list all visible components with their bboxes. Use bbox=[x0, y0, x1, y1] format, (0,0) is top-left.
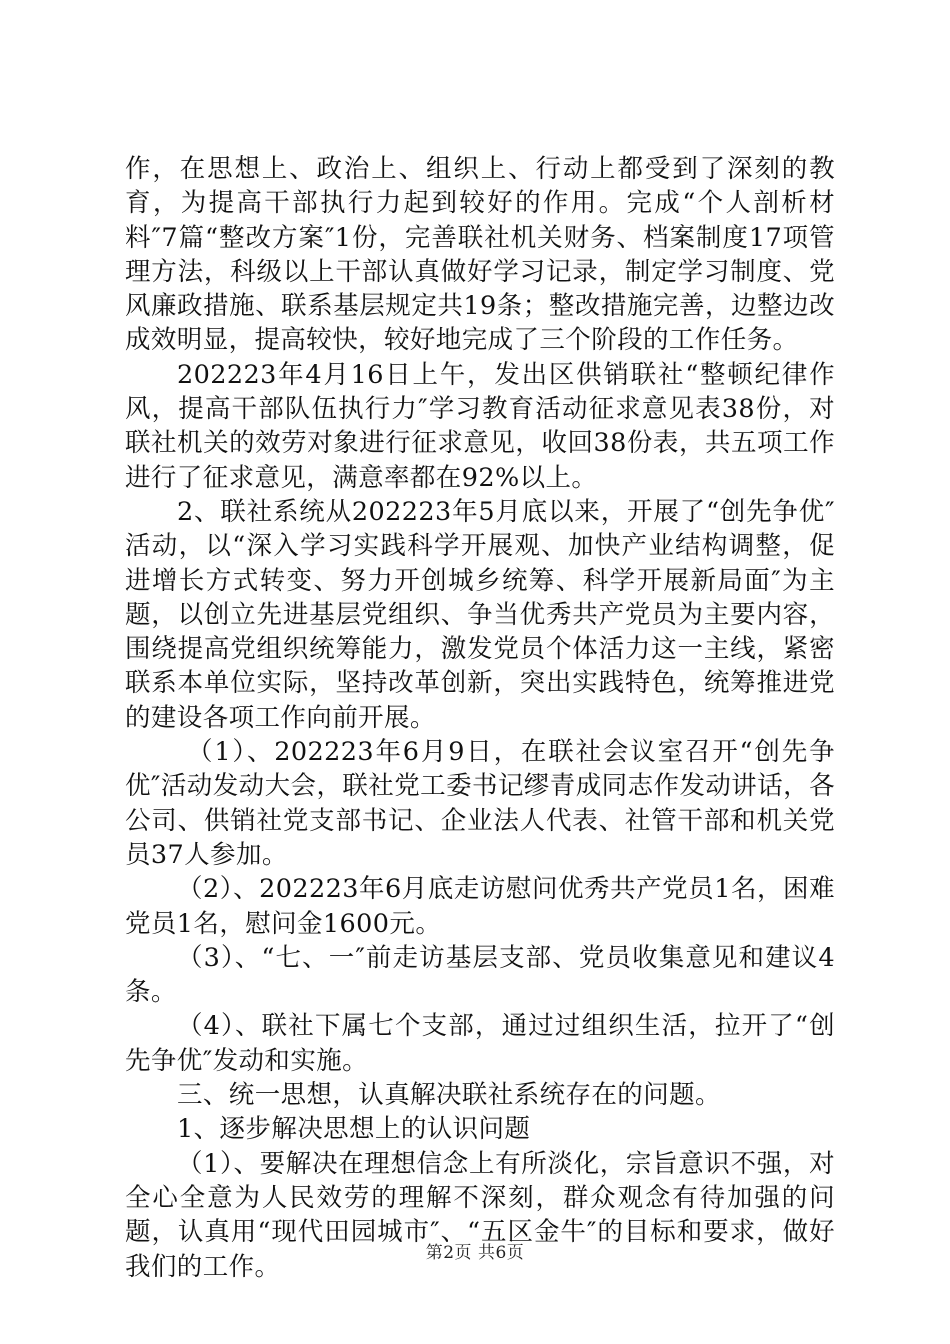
page-number-footer: 第2页 共6页 bbox=[425, 1243, 525, 1263]
paragraph-continuation: 作，在思想上、政治上、组织上、行动上都受到了深刻的教育，为提高干部执行力起到较好的作用。完成“个人剖析材料″7篇“整改方案″1份，完善联社机关财务、档案制度17项管理方法，科级以上干部认真做好学习记录，制定学习制度、党风廉政措施、联系基层规定共19条；整改措施完善，边整边改成效明显，提高较快，较好地完成了三个阶段的工作任务。 bbox=[125, 154, 835, 356]
paragraph-section-2: 2、联社系统从202223年5月底以来，开展了“创先争优″活动，以“深入学习实践科学开展观、加快产业结构调整，促进增长方式转变、努力开创城乡统筹、科学开展新局面″为主题，以创立先进基层党组织、争当优秀共产党员为主要内容，围绕提高党组织统筹能力，激发党员个体活力这一主线，紧密联系本单位实际，坚持改革创新，突出实践特色，统筹推进党的建设各项工作向前开展。 bbox=[125, 496, 835, 733]
paragraph-item-4: （4）、联社下属七个支部，通过过组织生活，拉开了“创先争优″发动和实施。 bbox=[125, 1011, 835, 1076]
paragraph-subitem-1: （1）、要解决在理想信念上有所淡化，宗旨意识不强，对全心全意为人民效劳的理解不深刻，群众观念有待加强的问题，认真用“现代田园城市″、“五区金牛″的目标和要求，做好我们的工作。 bbox=[125, 1148, 835, 1282]
paragraph-item-1: （1）、202223年6月9日，在联社会议室召开“创先争优″活动发动大会，联社党工委书记缪青成同志作发动讲话，各公司、供销社党支部书记、企业法人代表、社管干部和机关党员37人参加。 bbox=[125, 737, 835, 870]
section-heading-3: 三、统一思想，认真解决联社系统存在的问题。 bbox=[177, 1080, 721, 1111]
paragraph-item-2: （2）、202223年6月底走访慰问优秀共产党员1名，困难党员1名，慰问金1600元。 bbox=[125, 874, 835, 939]
paragraph-item-3: （3）、“七、一″前走访基层支部、党员收集意见和建议4条。 bbox=[125, 942, 835, 1008]
subsection-heading-1: 1、逐步解决思想上的认识问题 bbox=[177, 1114, 531, 1145]
document-body bbox=[125, 152, 835, 1284]
paragraph-survey: 202223年4月16日上午，发出区供销联社“整顿纪律作风，提高干部队伍执行力″学习教育活动征求意见表38份，对联社机关的效劳对象进行征求意见，收回38份表，共五项工作进行了征求意见，满意率都在92%以上。 bbox=[125, 359, 835, 493]
